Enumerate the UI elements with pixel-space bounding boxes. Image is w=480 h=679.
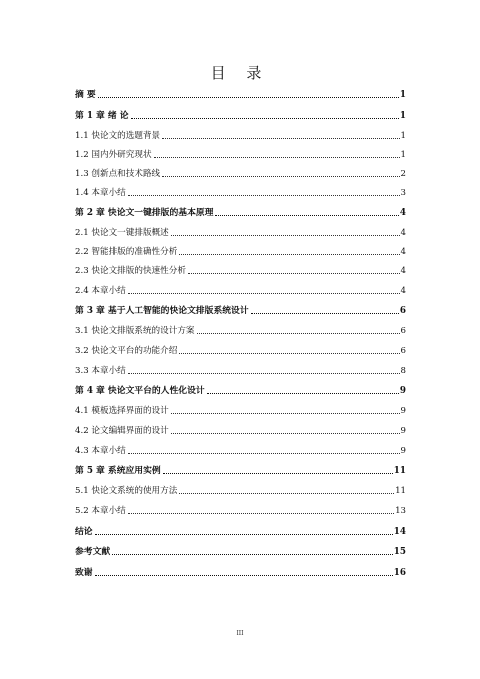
toc-dot-leader [128, 453, 400, 454]
toc-entry-page-number: 13 [395, 506, 406, 516]
toc-chapter-entry[interactable] [75, 88, 406, 102]
toc-entry-label: 5.1 快论文系统的使用方法 [75, 486, 178, 496]
toc-entry-label: 4.1 模板选择界面的设计 [75, 406, 169, 416]
toc-entry-page-number: 2 [400, 169, 406, 179]
toc-section-entry[interactable] [75, 129, 406, 143]
toc-dot-leader [188, 273, 400, 274]
toc-entry-label: 2.3 快论文排版的快速性分析 [75, 266, 186, 276]
toc-entry-page-number: 4 [400, 286, 406, 296]
toc-dot-leader [95, 575, 393, 576]
toc-entry-page-number: 6 [399, 306, 406, 316]
toc-section-entry[interactable] [75, 167, 406, 181]
toc-chapter-entry[interactable] [75, 525, 406, 539]
toc-entry-label: 参考文献 [75, 547, 111, 557]
toc-dot-leader [162, 138, 399, 139]
toc-section-entry[interactable] [75, 444, 406, 458]
toc-entry-page-number: 9 [400, 426, 406, 436]
toc-section-entry[interactable] [75, 245, 406, 259]
toc-entry-label: 4.2 论文编辑界面的设计 [75, 426, 169, 436]
toc-dot-leader [179, 254, 399, 255]
toc-section-entry[interactable] [75, 324, 406, 338]
toc-entry-page-number: 9 [399, 386, 406, 396]
toc-entry-label: 1.3 创新点和技术路线 [75, 169, 161, 179]
toc-entry-page-number: 1 [400, 131, 406, 141]
toc-entry-page-number: 1 [399, 111, 406, 121]
toc-chapter-entry[interactable] [75, 566, 406, 580]
toc-dot-leader [128, 373, 400, 374]
toc-entry-label: 第 5 章 系统应用实例 [75, 466, 161, 476]
toc-entry-page-number: 11 [393, 466, 406, 476]
toc-chapter-entry[interactable] [75, 109, 406, 123]
toc-dot-leader [162, 176, 399, 177]
toc-entry-label: 3.3 本章小结 [75, 366, 126, 376]
toc-dot-leader [128, 195, 400, 196]
toc-dot-leader [251, 313, 399, 314]
toc-section-entry[interactable] [75, 284, 406, 298]
toc-entry-page-number: 1 [400, 150, 406, 160]
toc-dot-leader [128, 513, 394, 514]
toc-entry-label: 1.1 快论文的选题背景 [75, 131, 161, 141]
toc-dot-leader [163, 473, 393, 474]
toc-entry-label: 第 4 章 快论文平台的人性化设计 [75, 386, 205, 396]
toc-section-entry[interactable] [75, 484, 406, 498]
toc-section-entry[interactable] [75, 148, 406, 162]
toc-entry-label: 摘 要 [75, 90, 96, 100]
toc-dot-leader [207, 393, 399, 394]
toc-chapter-entry[interactable] [75, 304, 406, 318]
toc-section-entry[interactable] [75, 344, 406, 358]
toc-entry-page-number: 4 [400, 266, 406, 276]
toc-dot-leader [171, 433, 400, 434]
toc-dot-leader [128, 293, 400, 294]
toc-entry-label: 4.3 本章小结 [75, 446, 126, 456]
toc-entry-label: 第 3 章 基于人工智能的快论文排版系统设计 [75, 306, 249, 316]
toc-dot-leader [95, 534, 393, 535]
toc-section-entry[interactable] [75, 404, 406, 418]
toc-section-entry[interactable] [75, 364, 406, 378]
toc-dot-leader [112, 554, 393, 555]
toc-entry-page-number: 6 [400, 326, 406, 336]
toc-section-entry[interactable] [75, 186, 406, 200]
toc-section-entry[interactable] [75, 504, 406, 518]
toc-entry-page-number: 9 [400, 446, 406, 456]
toc-entry-label: 3.2 快论文平台的功能介绍 [75, 346, 178, 356]
toc-entry-page-number: 6 [400, 346, 406, 356]
toc-dot-leader [197, 333, 400, 334]
toc-dot-leader [171, 235, 400, 236]
toc-entry-page-number: 8 [400, 366, 406, 376]
toc-entry-page-number: 11 [395, 486, 406, 496]
page-title: 目 录 [210, 64, 270, 82]
toc-entry-label: 2.2 智能排版的准确性分析 [75, 247, 178, 257]
toc-entry-label: 1.4 本章小结 [75, 188, 126, 198]
toc-dot-leader [98, 97, 399, 98]
toc-section-entry[interactable] [75, 226, 406, 240]
toc-entry-label: 结论 [75, 527, 93, 537]
toc-entry-page-number: 3 [400, 188, 406, 198]
toc-entry-page-number: 16 [393, 568, 406, 578]
toc-chapter-entry[interactable] [75, 545, 406, 559]
toc-entry-page-number: 4 [400, 247, 406, 257]
toc-entry-label: 2.1 快论文一键排版概述 [75, 228, 169, 238]
toc-entry-page-number: 9 [400, 406, 406, 416]
toc-chapter-entry[interactable] [75, 464, 406, 478]
toc-entry-label: 3.1 快论文排版系统的设计方案 [75, 326, 195, 336]
toc-entry-label: 致谢 [75, 568, 93, 578]
toc-entry-label: 2.4 本章小结 [75, 286, 126, 296]
toc-chapter-entry[interactable] [75, 384, 406, 398]
toc-entry-label: 第 1 章 绪 论 [75, 111, 129, 121]
toc-entry-page-number: 4 [400, 228, 406, 238]
toc-entry-page-number: 4 [399, 208, 406, 218]
toc-dot-leader [179, 353, 399, 354]
toc-dot-leader [131, 118, 399, 119]
toc-entry-page-number: 14 [393, 527, 406, 537]
toc-dot-leader [215, 215, 398, 216]
toc-section-entry[interactable] [75, 264, 406, 278]
toc-dot-leader [179, 493, 394, 494]
toc-entry-label: 1.2 国内外研究现状 [75, 150, 152, 160]
page-number-footer: III [236, 630, 244, 637]
toc-entry-label: 第 2 章 快论文一键排版的基本原理 [75, 208, 214, 218]
toc-chapter-entry[interactable] [75, 206, 406, 220]
toc-dot-leader [154, 157, 400, 158]
toc-entry-page-number: 1 [399, 90, 406, 100]
toc-entry-page-number: 15 [393, 547, 406, 557]
toc-entry-label: 5.2 本章小结 [75, 506, 126, 516]
toc-section-entry[interactable] [75, 424, 406, 438]
toc-dot-leader [171, 413, 400, 414]
